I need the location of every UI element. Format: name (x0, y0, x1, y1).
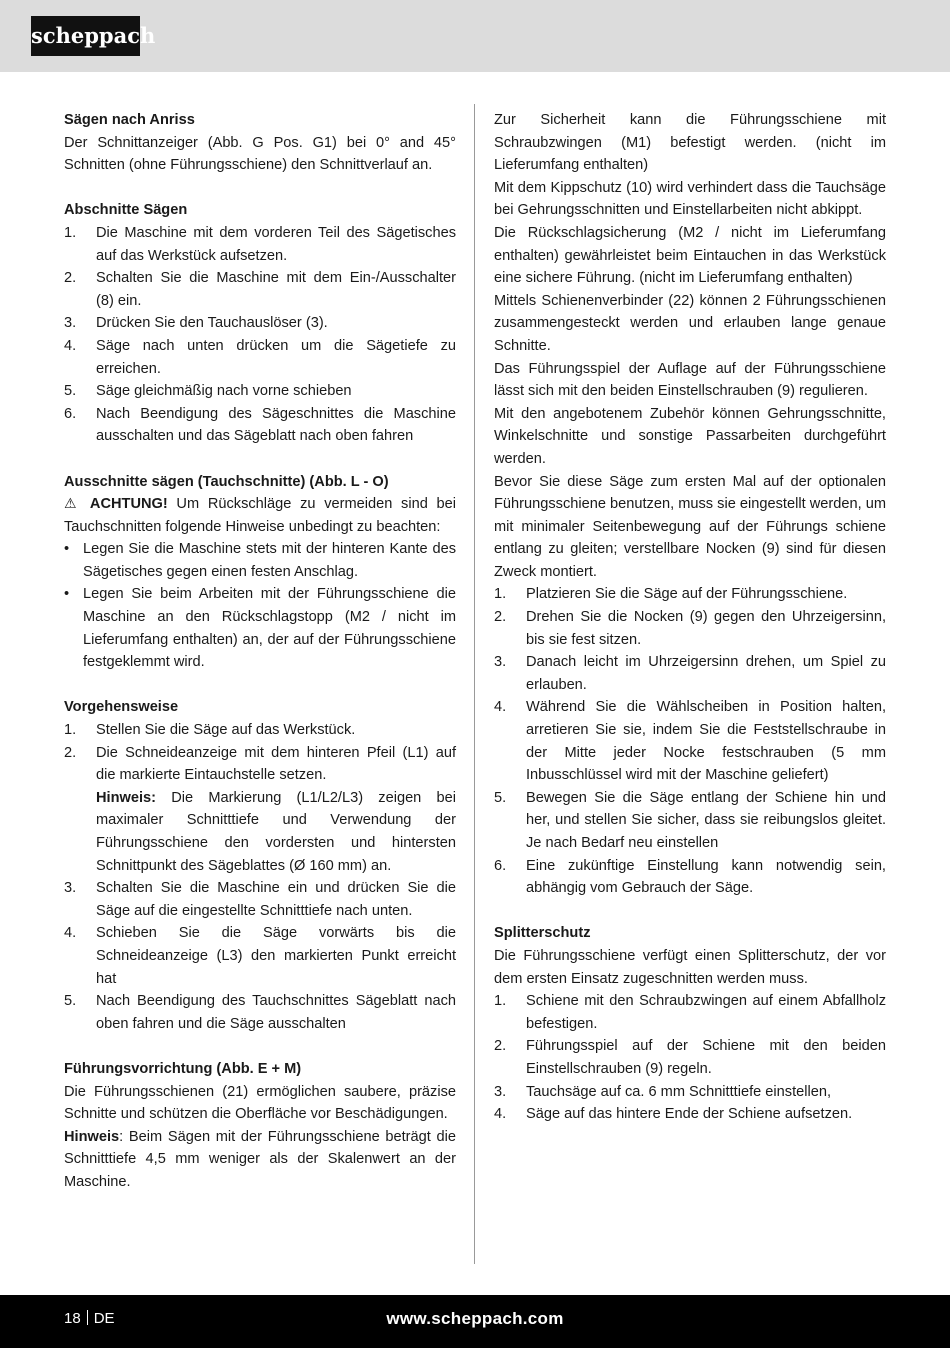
section-title: Führungsvorrichtung (Abb. E + M) (64, 1060, 302, 1077)
paragraph: Mit dem Kippschutz (10) wird verhindert dass die Tauchsäge bei Gehrungsschnitten und Einstellarbeiten nicht abkippt. (494, 179, 886, 219)
page-number: 18 DE (64, 1310, 115, 1327)
list-item: 4. Schieben Sie die Säge vorwärts bis die Schneideanzeige (L3) den markierten Punkt erreicht hat (64, 925, 456, 987)
note-label: Hinweis (64, 1128, 120, 1145)
section-title: Abschnitte Sägen (64, 202, 188, 219)
paragraph: Die Rückschlagsicherung (M2 / nicht im Lieferumfang enthalten) gewährleistet beim Eintauchen in das Werkstück eine sichere Führung. (nicht im Lieferumfang enthalten) (494, 224, 886, 287)
note-label: Hinweis: (96, 789, 157, 806)
left-column (64, 109, 456, 1194)
paragraph: Zur Sicherheit kann die Führungsschiene mit Schraubzwingen (M1) befestigt werden. (nicht im Lieferumfang enthalten) (494, 112, 886, 174)
language-code: DE (93, 1310, 115, 1327)
paragraph: Mit den angebotenem Zubehör können Gehrungsschnitte, Winkelschnitte und sonstige Passarbeiten durchgeführt werden. (494, 405, 886, 467)
website-url: www.scheppach.com (386, 1309, 564, 1328)
list-item: • Legen Sie beim Arbeiten mit der Führungsschiene die Maschine an den Rückschlagstopp (M2 / nicht im Lieferumfang enthalten) an, der auf der Führungsschiene festgeklemmt wird. (64, 586, 456, 671)
list-item: 3. Tauchsäge auf ca. 6 mm Schnitttiefe einstellen, (494, 1083, 832, 1100)
paragraph: Die Führungsschienen (21) ermöglichen saubere, präzise Schnitte und schützen die Oberfläche vor Beschädigungen. (64, 1083, 456, 1123)
list-item: 2. Führungsspiel auf der Schiene mit den beiden Einstellschrauben (9) regeln. (494, 1038, 886, 1077)
list-item: 6. Nach Beendigung des Sägeschnittes die Maschine ausschalten und das Sägeblatt nach oben fahren (64, 405, 456, 445)
list-item: 5. Bewegen Sie die Säge entlang der Schiene hin und her, und stellen Sie sicher, dass sie reibungslos gleitet. Je nach Bedarf neu einstellen (494, 789, 886, 851)
list-item: 2. Drehen Sie die Nocken (9) gegen den Uhrzeigersinn, bis sie fest sitzen. (494, 609, 886, 648)
list-item: 1. Stellen Sie die Säge auf das Werkstück. (64, 722, 356, 739)
paragraph: Bevor Sie diese Säge zum ersten Mal auf der optionalen Führungsschiene benutzen, muss sie eingestellt werden, um mit minimaler Seitenbewegung auf der Führungs schiene entlang zu gleiten; verstellbare Nocken (9) sind für diesen Zweck montiert. (494, 473, 886, 580)
list-item: • Legen Sie die Maschine stets mit der hinteren Kante des Sägetisches gegen einen festen Anschlag. (64, 541, 456, 580)
bullet-list (64, 538, 456, 674)
paragraph: Die Führungsschiene verfügt einen Splitterschutz, der vor dem ersten Einsatz zugeschnitten werden muss. (494, 947, 886, 987)
list-item: 2. Schalten Sie die Maschine mit dem Ein-/Ausschalter (8) ein. (64, 270, 456, 309)
warning-paragraph: ⚠ ACHTUNG! Um Rückschläge zu vermeiden sind bei Tauchschnitten folgende Hinweise unbedingt zu beachten: (64, 496, 456, 535)
numbered-list (64, 222, 456, 448)
list-item: 2. Die Schneideanzeige mit dem hinteren Pfeil (L1) auf die markierte Eintauchstelle setzen. Hinweis: Die Markierung (L1/L2/L3) zeigen bei maximaler Schnitttiefe und Verwendung der Führungsschiene den vordersten und hintersten Schnittpunkt des Sägeblattes (Ø 160 mm) an. (64, 744, 456, 874)
warning-triangle-icon: ⚠ (64, 496, 82, 513)
warning-label: ACHTUNG! (89, 496, 168, 513)
numbered-list (64, 719, 456, 1035)
section-title: Sägen nach Anriss (64, 112, 195, 128)
list-item: 4. Während Sie die Wählscheiben in Position halten, arretieren Sie sie, indem Sie die Feststellschraube in der Mitte jeder Nocke festschrauben (5 mm Inbusschlüssel wird mit der Maschine geliefert) (494, 699, 886, 784)
list-item: 3. Schalten Sie die Maschine ein und drücken Sie die Säge auf die eingestellte Schnitttiefe nach unten. (64, 880, 456, 919)
list-item: 4. Säge auf das hintere Ende der Schiene aufsetzen. (494, 1106, 853, 1123)
list-item: 1. Die Maschine mit dem vorderen Teil des Sägetisches auf das Werkstück aufsetzen. (64, 224, 456, 264)
paragraph: Das Führungsspiel der Auflage auf der Führungsschiene lässt sich mit den beiden Einstellschrauben (9) regulieren. (494, 360, 886, 400)
numbered-list (494, 583, 886, 899)
paragraph: Mittels Schienenverbinder (22) können 2 Führungsschienen zusammengesteckt werden und erlauben lange genaue Schnitte. (494, 292, 886, 354)
list-item: 3. Danach leicht im Uhrzeigersinn drehen, um Spiel zu erlauben. (494, 654, 886, 693)
list-item: 6. Eine zukünftige Einstellung kann notwendig sein, abhängig vom Gebrauch der Säge. (494, 857, 886, 897)
scheppach-logo: scheppach (31, 16, 140, 56)
note-paragraph: Hinweis: Beim Sägen mit der Führungsschiene beträgt die Schnitttiefe 4,5 mm weniger als der Skalenwert an der Maschine. (64, 1128, 456, 1190)
list-item: 1. Schiene mit den Schraubzwingen auf einem Abfallholz befestigen. (494, 993, 886, 1032)
numbered-list (494, 990, 886, 1126)
section-title: Ausschnitte sägen (Tauchschnitte) (Abb. L - O) (64, 473, 389, 490)
page-header (0, 0, 950, 72)
right-column (494, 109, 886, 1126)
list-item: 5. Nach Beendigung des Tauchschnittes Sägeblatt nach oben fahren und die Säge ausschalten (64, 993, 456, 1032)
list-item: 4. Säge nach unten drücken um die Sägetiefe zu erreichen. (64, 337, 456, 377)
list-item: 3. Drücken Sie den Tauchauslöser (3). (64, 315, 328, 332)
section-title: Splitterschutz (494, 925, 591, 942)
list-item: 5. Säge gleichmäßig nach vorne schieben (64, 383, 352, 400)
page-footer (0, 1295, 950, 1348)
list-item: 1. Platzieren Sie die Säge auf der Führungsschiene. (494, 586, 848, 603)
section-title: Vorgehensweise (64, 699, 179, 716)
paragraph: Der Schnittanzeiger (Abb. G Pos. G1) bei 0° and 45° Schnitten (ohne Führungsschiene) den Schnittverlauf an. (64, 134, 456, 174)
column-divider (474, 104, 475, 1264)
